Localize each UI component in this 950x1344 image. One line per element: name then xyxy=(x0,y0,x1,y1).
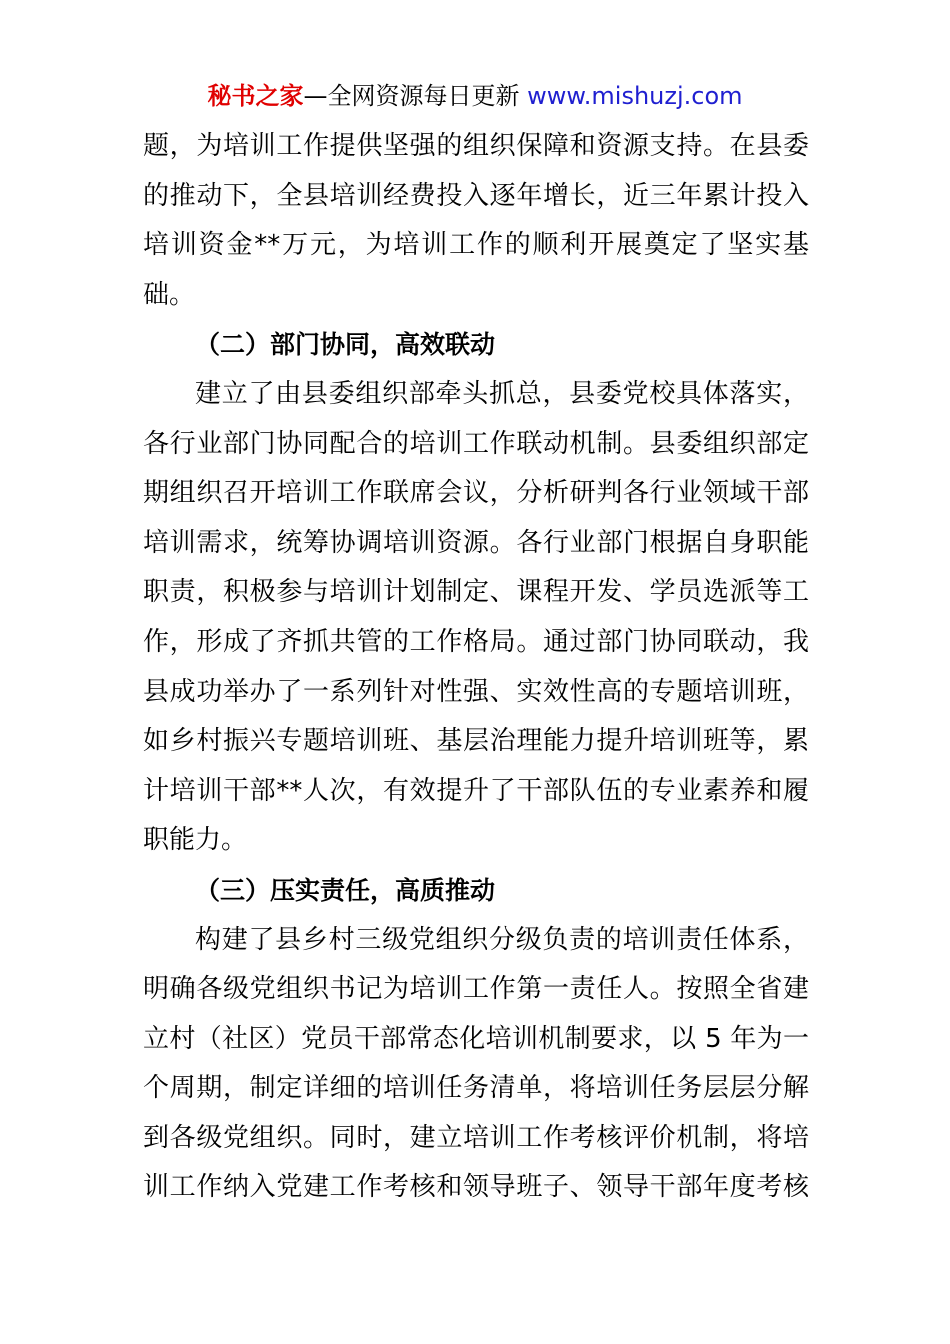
body-line: 明确各级党组织书记为培训工作第一责任人。按照全省建 xyxy=(143,974,809,1005)
body-line: 构建了县乡村三级党组织分级负责的培训责任体系， xyxy=(195,924,809,955)
section-heading: （二）部门协同，高效联动 xyxy=(195,330,496,360)
body-line: 培训资金**万元，为培训工作的顺利开展奠定了坚实基 xyxy=(143,230,809,261)
body-line: 到各级党组织。同时，建立培训工作考核评价机制，将培 xyxy=(143,1122,809,1153)
body-line: 个周期，制定详细的培训任务清单，将培训任务层层分解 xyxy=(143,1073,809,1104)
section-heading: （三）压实责任，高质推动 xyxy=(195,875,496,905)
body-line: 县成功举办了一系列针对性强、实效性高的专题培训班， xyxy=(143,676,809,707)
body-line: 的推动下，全县培训经费投入逐年增长，近三年累计投入 xyxy=(143,180,809,211)
body-line: 职责，积极参与培训计划制定、课程开发、学员选派等工 xyxy=(143,577,809,608)
body-line: 如乡村振兴专题培训班、基层治理能力提升培训班等，累 xyxy=(143,726,809,757)
header-site-link[interactable]: www.mishuzj.com xyxy=(527,82,743,110)
document-body xyxy=(143,122,809,1213)
body-line: 计培训干部**人次，有效提升了干部队伍的专业素养和履 xyxy=(143,775,809,806)
body-line: 础。 xyxy=(143,279,196,310)
header-brand: 秘书之家 xyxy=(207,82,304,110)
body-line: 作，形成了齐抓共管的工作格局。通过部门协同联动，我 xyxy=(143,626,809,657)
header-tagline: —全网资源每日更新 xyxy=(303,82,528,110)
body-line: 职能力。 xyxy=(143,825,248,856)
body-line: 期组织召开培训工作联席会议，分析研判各行业领域干部 xyxy=(143,478,809,509)
body-line: 训工作纳入党建工作考核和领导班子、领导干部年度考核 xyxy=(143,1172,809,1203)
body-line: 题，为培训工作提供坚强的组织保障和资源支持。在县委 xyxy=(143,131,809,161)
body-line: 各行业部门协同配合的培训工作联动机制。县委组织部定 xyxy=(143,428,809,459)
body-line: 立村（社区）党员干部常态化培训机制要求，以 5 年为一 xyxy=(143,1023,809,1054)
body-line: 建立了由县委组织部牵头抓总，县委党校具体落实， xyxy=(195,378,809,409)
body-line: 培训需求，统筹协调培训资源。各行业部门根据自身职能 xyxy=(143,527,809,558)
page-header xyxy=(0,80,950,112)
